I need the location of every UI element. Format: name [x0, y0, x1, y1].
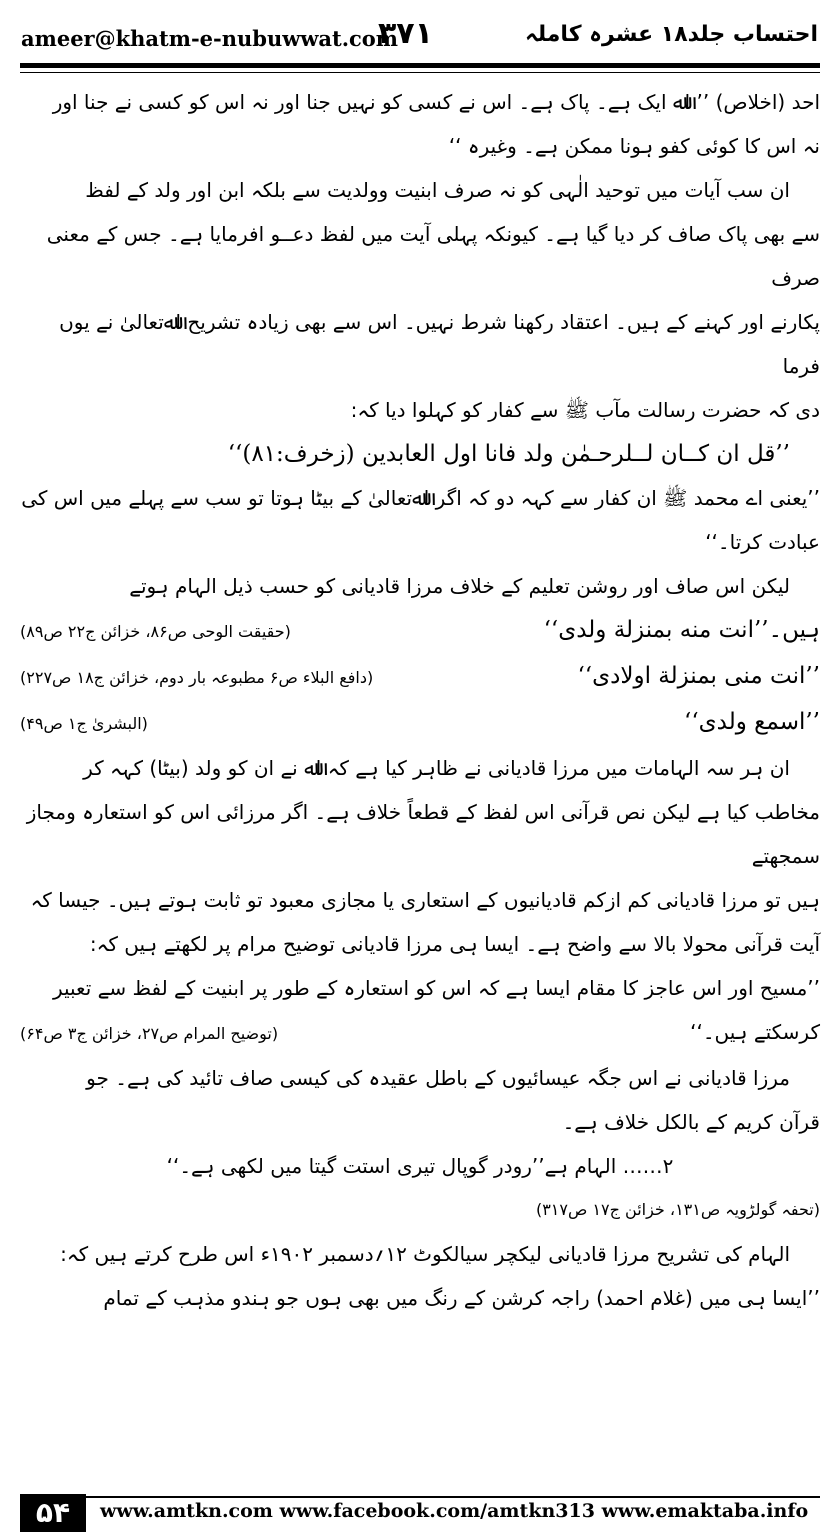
citation-reference: (توضیح المرام ص۲۷، خزائن ج۳ ص۶۴) [20, 1024, 279, 1043]
footer-page-number: ۵۴ [20, 1494, 86, 1532]
citation-line [20, 700, 820, 746]
citation-reference: (تحفہ گولڑویہ ص۱۳۱، خزائن ج۱۷ ص۳۱۷) [535, 1200, 820, 1219]
body-line: دی کہ حضرت رسالت مآب ﷺ سے کفار کو کہلوا دیا کہ: [350, 398, 820, 422]
header-rule-thin [20, 72, 820, 73]
body-line: مخاطب کیا ہے لیکن نص قرآنی اس لفظ کے قطعاً خلاف ہے۔ اگر مرزائی اس کو استعارہ ومجاز سمجھتے [26, 800, 820, 868]
header-book-title: احتساب جلد۱۸ عشرہ کاملہ [524, 22, 818, 47]
body-text [20, 80, 820, 1320]
body-line: مرزا قادیانی نے اس جگہ عیسائیوں کے باطل عقیدہ کی کیسی صاف تائید کی ہے۔ جو [86, 1066, 790, 1090]
body-line: ان ہر سہ الہامات میں مرزا قادیانی نے ظاہر کیا ہے کہ اﷲ نے ان کو ولد (بیٹا) کہہ کر [83, 756, 790, 780]
body-line: سے بھی پاک صاف کر دیا گیا ہے۔ کیونکہ پہلی آیت میں لفظ دعــو افرمایا ہے۔ جس کے معنی صرف [46, 222, 820, 290]
quran-verse: ’’قل ان کــان لــلرحـمٰن ولد فانا اول العابدين (زخرف:۸۱)‘‘ [227, 441, 790, 467]
header-page-number: ۳۷۱ [378, 16, 433, 51]
body-line: ان سب آیات میں توحید الٰہی کو نہ صرف ابنیت وولدیت سے بلکہ ابن اور ولد کے لفظ [85, 178, 790, 202]
body-line: ’’یعنی اے محمد ﷺ ان کفار سے کہہ دو کہ اگر اﷲتعالیٰ کے بیٹا ہوتا تو سب سے پہلے میں اس کی [21, 486, 820, 510]
ilham-heading: ۲…… الہام ہے’’رودر گوپال تیری استت گیتا میں لکھی ہے۔‘‘ [166, 1154, 674, 1178]
footer-urls: www.amtkn.com www.facebook.com/amtkn313 www.emaktaba.info [100, 1500, 809, 1522]
body-line: عبادت کرتا۔‘‘ [705, 530, 820, 554]
citation-reference: (دافع البلاء ص۶ مطبوعہ بار دوم، خزائن ج۱۸ ص۲۲۷) [20, 668, 374, 687]
body-line: احد (اخلاص) ’’ اﷲ ایک ہے۔ پاک ہے۔ اس نے کسی کو نہیں جنا اور نہ اس کو کسی نے جنا اور [52, 90, 820, 114]
ilham-quote: ’’اسمع ولدی‘‘ [684, 709, 820, 735]
ilham-quote: ’’انت منی بمنزلة اولادی‘‘ [577, 663, 820, 689]
body-line: لیکن اس صاف اور روشن تعلیم کے خلاف مرزا قادیانی کو حسب ذیل الہام ہوتے [129, 574, 790, 598]
citation-reference: (حقیقت الوحی ص۸۶، خزائن ج۲۲ ص۸۹) [20, 622, 291, 641]
body-line: ہیں تو مرزا قادیانی کم ازکم قادیانیوں کے استعاری یا مجازی معبود تو ثابت ہوتے ہیں۔ جیسا کہ [30, 888, 820, 912]
body-line: ’’ایسا ہی میں (غلام احمد) راجہ کرشن کے رنگ میں بھی ہوں جو ہندو مذہب کے تمام [103, 1286, 820, 1310]
footer-rule [86, 1496, 820, 1498]
citation-reference: (البشریٰ ج۱ ص۴۹) [20, 714, 148, 733]
body-line: ’’مسیح اور اس عاجز کا مقام ایسا ہے کہ اس کو استعارہ کے طور پر ابنیت کے لفظ سے تعبیر [52, 976, 820, 1000]
ilham-quote: ہیں۔’’انت منه بمنزلة ولدی‘‘ [543, 617, 820, 643]
body-line: نہ اس کا کوئی کفو ہونا ممکن ہے۔ وغیرہ ‘‘ [448, 134, 820, 158]
citation-line [20, 608, 820, 654]
body-line: الہام کی تشریح مرزا قادیانی لیکچر سیالکوٹ ۱۲؍دسمبر ۱۹۰۲ء اس طرح کرتے ہیں کہ: [60, 1242, 790, 1266]
body-line: پکارنے اور کہنے کے ہیں۔ اعتقاد رکھنا شرط نہیں۔ اس سے بھی زیادہ تشریح اﷲتعالیٰ نے یوں فرما [59, 310, 820, 378]
citation-line [20, 654, 820, 700]
body-line: آیت قرآنی محولا بالا سے واضح ہے۔ ایسا ہی مرزا قادیانی توضیح مرام پر لکھتے ہیں کہ: [89, 932, 820, 956]
header-email: ameer@khatm-e-nubuwwat.com [21, 26, 399, 51]
header-rule-thick [20, 63, 820, 68]
body-line: قرآن کریم کے بالکل خلاف ہے۔ [562, 1110, 820, 1134]
citation-line [20, 1010, 820, 1056]
quote-end: کرسکتے ہیں۔‘‘ [690, 1020, 820, 1044]
